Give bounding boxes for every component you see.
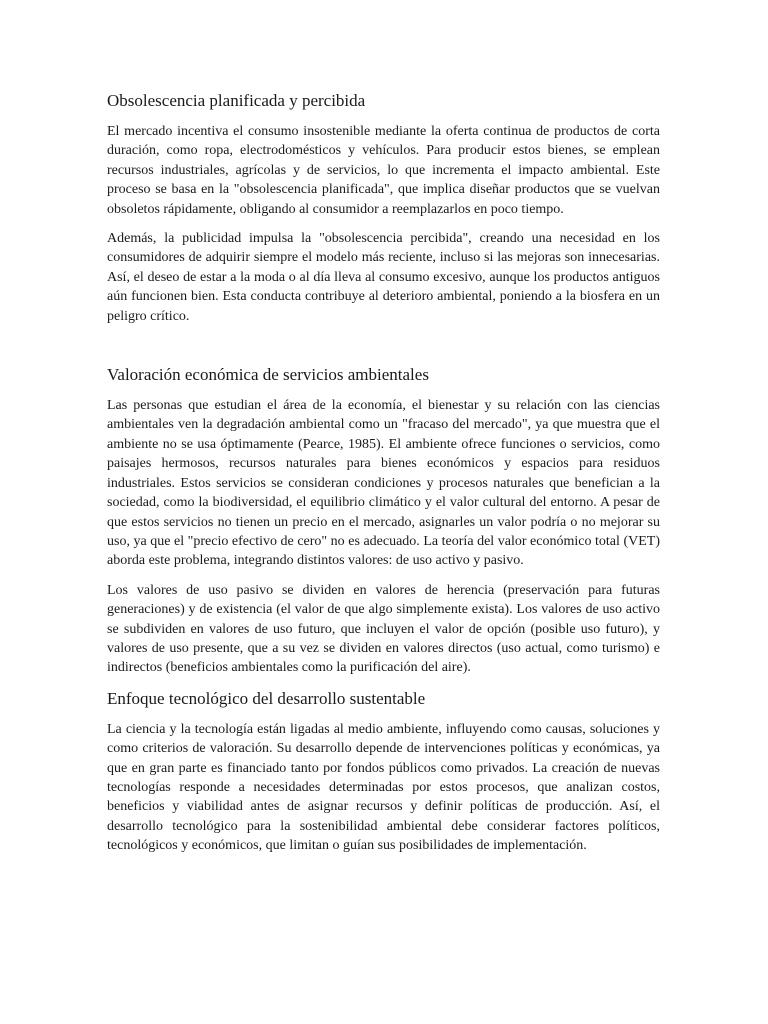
paragraph: El mercado incentiva el consumo insostenible mediante la oferta continua de productos de corta duración, como ropa, electrodomésticos y vehículos. Para producir estos bienes, se emplean recursos industriales, agrícolas y de servicios, lo que incrementa el impacto ambiental. Este proceso se basa en la "obsolescencia planificada", que implica diseñar productos que se vuelvan obsoletos rápidamente, obligando al consumidor a reemplazarlos en poco tiempo.: [107, 124, 660, 217]
section-heading: Enfoque tecnológico del desarrollo sustentable: [107, 688, 426, 708]
paragraph: Las personas que estudian el área de la economía, el bienestar y su relación con las ciencias ambientales ven la degradación ambiental como un "fracaso del mercado", ya que muestra que el ambiente no se usa óptimamente (Pearce, 1985). El ambiente ofrece funciones o servicios, como paisajes hermosos, recursos naturales para bienes económicos y espacios para residuos industriales. Estos servicios se consideran condiciones y procesos naturales que benefician a la sociedad, como la biodiversidad, el equilibrio climático y el valor cultural del entorno. A pesar de que estos servicios no tienen un precio en el mercado, asignarles un valor podría o no mejorar su uso, ya que el "precio efectivo de cero" no es adecuado. La teoría del valor económico total (VET) aborda este problema, integrando distintos valores: de uso activo y pasivo.: [107, 398, 660, 569]
section-valoracion-economica: [107, 364, 660, 678]
paragraph: Además, la publicidad impulsa la "obsolescencia percibida", creando una necesidad en los consumidores de adquirir siempre el modelo más reciente, incluso si las mejoras son innecesarias. Así, el deseo de estar a la moda o al día lleva al consumo excesivo, aunque los productos antiguos aún funcionen bien. Esta conducta contribuye al deterioro ambiental, poniendo a la biosfera en un peligro crítico.: [107, 231, 660, 324]
paragraph: La ciencia y la tecnología están ligadas al medio ambiente, influyendo como causas, soluciones y como criterios de valoración. Su desarrollo depende de intervenciones políticas y económicas, ya que en gran parte es financiado tanto por fondos públicos como privados. La creación de nuevas tecnologías responde a necesidades determinadas por estos procesos, que analizan costos, beneficios y viabilidad antes de asignar recursos y definir políticas de producción. Así, el desarrollo tecnológico para la sostenibilidad ambiental debe considerar factores políticos, tecnológicos y económicos, que limitan o guían sus posibilidades de implementación.: [107, 721, 660, 854]
section-obsolescencia: [107, 90, 660, 326]
section-heading: Obsolescencia planificada y percibida: [107, 91, 366, 110]
section-heading: Valoración económica de servicios ambientales: [107, 365, 429, 385]
paragraph: Los valores de uso pasivo se dividen en valores de herencia (preservación para futuras generaciones) y de existencia (el valor de que algo simplemente exista). Los valores de uso activo se subdividen en valores de uso futuro, que incluyen el valor de opción (posible uso futuro), y valores de uso presente, que a su vez se dividen en valores directos (uso actual, como turismo) e indirectos (beneficios ambientales como la purificación del aire).: [107, 582, 660, 676]
section-enfoque-tecnologico: [107, 688, 660, 856]
document-page: [107, 90, 660, 856]
